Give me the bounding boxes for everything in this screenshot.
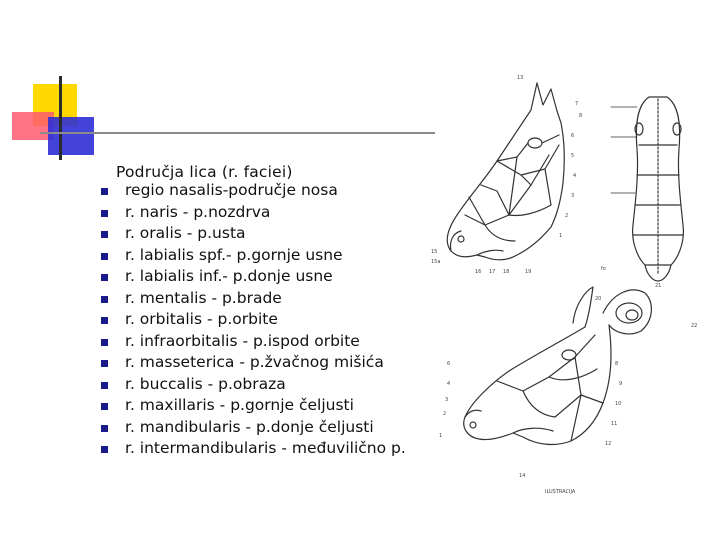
bullet-icon bbox=[101, 253, 108, 260]
horse-head-drawing bbox=[447, 83, 564, 260]
svg-text:2: 2 bbox=[565, 213, 569, 219]
list-item: r. naris - p.nozdrva bbox=[101, 202, 406, 224]
anatomy-figure bbox=[425, 65, 715, 505]
list-item: r. oralis - p.usta bbox=[101, 223, 406, 245]
bullet-icon bbox=[101, 339, 108, 346]
list-item: regio nasalis-područje nosa bbox=[101, 180, 406, 202]
list-item: r. buccalis - p.obraza bbox=[101, 374, 406, 396]
anatomy-illustration bbox=[425, 65, 715, 505]
title-divider-line bbox=[40, 132, 435, 134]
svg-text:17: 17 bbox=[489, 269, 496, 275]
bullet-icon bbox=[101, 188, 108, 195]
list-item: r. labialis inf.- p.donje usne bbox=[101, 266, 406, 288]
logo-vertical-line bbox=[59, 76, 62, 160]
svg-text:12: 12 bbox=[605, 441, 612, 447]
svg-text:15: 15 bbox=[431, 249, 438, 255]
svg-text:6: 6 bbox=[447, 361, 451, 367]
list-item: r. orbitalis - p.orbite bbox=[101, 309, 406, 331]
svg-text:2: 2 bbox=[443, 411, 447, 417]
svg-text:6: 6 bbox=[571, 133, 575, 139]
list-item: r. labialis spf.- p.gornje usne bbox=[101, 245, 406, 267]
svg-text:3: 3 bbox=[571, 193, 575, 199]
svg-text:22: 22 bbox=[691, 323, 698, 329]
bullet-icon bbox=[101, 446, 108, 453]
slide-title: Područja lica (r. faciei) bbox=[116, 163, 293, 181]
svg-text:5: 5 bbox=[571, 153, 575, 159]
bullet-icon bbox=[101, 425, 108, 432]
bullet-icon bbox=[101, 231, 108, 238]
svg-text:10: 10 bbox=[615, 401, 622, 407]
svg-text:20: 20 bbox=[595, 296, 602, 302]
bullet-icon bbox=[101, 403, 108, 410]
bullet-icon bbox=[101, 210, 108, 217]
svg-text:4: 4 bbox=[447, 381, 451, 387]
svg-text:18: 18 bbox=[503, 269, 510, 275]
region-list bbox=[101, 180, 406, 460]
bullet-icon bbox=[101, 274, 108, 281]
svg-text:16: 16 bbox=[475, 269, 482, 275]
bullet-icon bbox=[101, 360, 108, 367]
svg-text:13: 13 bbox=[517, 75, 524, 81]
svg-text:ILUSTRACIJA: ILUSTRACIJA bbox=[545, 489, 576, 495]
list-item: r. infraorbitalis - p.ispod orbite bbox=[101, 331, 406, 353]
list-item: r. mentalis - p.brade bbox=[101, 288, 406, 310]
logo-blue-square bbox=[48, 117, 94, 155]
list-item: r. maxillaris - p.gornje čeljusti bbox=[101, 395, 406, 417]
svg-text:14: 14 bbox=[519, 473, 526, 479]
bullet-icon bbox=[101, 317, 108, 324]
svg-text:21: 21 bbox=[655, 283, 662, 289]
list-item: r. masseterica - p.žvačnog mišića bbox=[101, 352, 406, 374]
svg-text:11: 11 bbox=[611, 421, 618, 427]
svg-text:fo: fo bbox=[601, 266, 606, 272]
bullet-icon bbox=[101, 296, 108, 303]
list-item: r. mandibularis - p.donje čeljusti bbox=[101, 417, 406, 439]
svg-text:7: 7 bbox=[575, 101, 579, 107]
svg-text:15a: 15a bbox=[431, 259, 441, 265]
bullet-icon bbox=[101, 382, 108, 389]
horse-front-view-drawing bbox=[611, 97, 683, 281]
svg-text:3: 3 bbox=[445, 397, 449, 403]
svg-text:8: 8 bbox=[615, 361, 619, 367]
svg-text:1: 1 bbox=[439, 433, 443, 439]
cow-head-drawing bbox=[464, 287, 652, 444]
svg-text:8: 8 bbox=[579, 113, 583, 119]
list-item: r. intermandibularis - međuvilično p. bbox=[101, 438, 406, 460]
svg-text:19: 19 bbox=[525, 269, 532, 275]
figure-number-labels bbox=[431, 75, 697, 495]
svg-text:1: 1 bbox=[559, 233, 563, 239]
svg-text:9: 9 bbox=[619, 381, 623, 387]
svg-text:4: 4 bbox=[573, 173, 577, 179]
